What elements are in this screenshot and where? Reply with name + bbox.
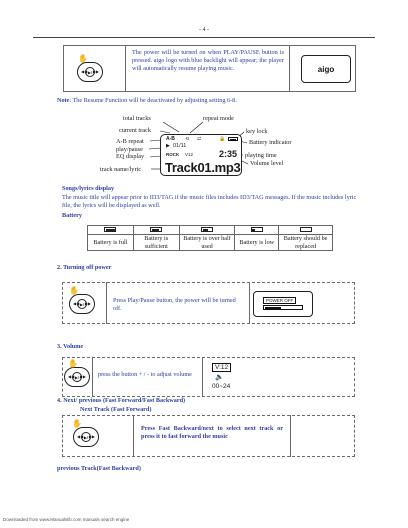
label-ab-repeat: A-B repeat <box>116 138 144 145</box>
note-label: Note <box>57 97 70 104</box>
label-battery-indicator: Battery indicator <box>249 139 292 146</box>
battery-icon-cell <box>279 226 333 235</box>
play-pause-control-icon: ◀◀ ▶‖ ▶▶ <box>77 62 103 82</box>
battery-desc-cell: Battery is low <box>235 235 279 251</box>
player-lcd <box>160 134 242 176</box>
battery-icon-cell <box>179 226 235 235</box>
power-on-text: The power will be turned on when PLAY/PAUSE button is pressed. aigo logo with blue backlight will appear; the player will automatically resume playing music. <box>132 49 284 72</box>
battery-heading: Battery <box>62 212 82 219</box>
lcd-time: 2:35 <box>219 149 238 159</box>
battery-empty-icon <box>300 227 312 232</box>
label-playing-time: playing time <box>245 152 277 159</box>
battery-desc-cell: Battery should be replaced <box>279 235 333 251</box>
press-hand-icon: ✋ <box>78 54 88 63</box>
label-eq-display: EQ display <box>116 153 145 160</box>
battery-sufficient-icon <box>150 227 162 232</box>
label-total-tracks: total tracks <box>123 115 151 122</box>
battery-icon-cell <box>133 226 179 235</box>
volume-heading: 3. Volume <box>57 343 84 350</box>
power-off-screen-text: POWER OFF <box>263 297 296 304</box>
page-number: - 4 - <box>199 27 209 33</box>
play-icon: ▶ <box>166 144 170 149</box>
previous-track-heading: previous Track(Fast Backward) <box>57 465 141 472</box>
songs-lyrics-text: The music title will appear prior to ID3/TAG if the music files includes ID3/TAG messages. If the music includes lyric file, the lyrics will be displayed as well. <box>62 194 357 209</box>
songs-lyrics-heading: Songs/lyrics display <box>62 185 115 192</box>
note-text: : The Resume Function will be deactivated by adjusting setting 6-8. <box>69 97 237 104</box>
battery-desc-row <box>88 235 333 251</box>
lcd-track-name: Track01.mp3 <box>165 160 241 175</box>
repeat-mode-icon: ⟲ <box>185 137 190 142</box>
battery-icon-cell <box>88 226 134 235</box>
aigo-logo: aigo <box>317 64 335 74</box>
volume-screen-range: 00~24 <box>212 383 231 390</box>
label-play-pause: play/pause <box>116 146 143 153</box>
play-pause-control-icon: ◀◀ ▶‖ ▶▶ <box>69 294 95 314</box>
battery-low-icon <box>251 227 263 232</box>
next-track-box <box>62 415 355 457</box>
press-hand-icon: ✋ <box>68 359 78 368</box>
press-hand-icon: ✋ <box>69 286 79 295</box>
label-key-lock: key lock <box>246 128 268 135</box>
volume-text: press the button + / - to adjust volume <box>98 371 192 378</box>
battery-desc-cell: Battery is sufficient <box>133 235 179 251</box>
turning-off-text: Press Play/Pause button, the power will be turned off. <box>113 297 236 312</box>
lcd-volume: V12 <box>185 152 194 157</box>
label-volume-level: Volume level <box>250 160 284 167</box>
turning-off-box <box>62 282 355 324</box>
power-off-screen <box>253 291 313 317</box>
next-control-icon: ◀◀ ▶‖ ▶▶ <box>73 427 99 447</box>
turning-off-heading: 2. Turning off power <box>57 264 112 271</box>
battery-half-icon <box>201 227 213 232</box>
footer-text: Downloaded from www.Manualslib.com manuals search engine <box>3 517 130 522</box>
lcd-eq: ROCK <box>166 152 180 157</box>
battery-full-icon <box>104 227 116 232</box>
volume-box <box>62 357 355 397</box>
volume-control-icon: ◀◀ ▶‖ ▶▶ <box>64 367 90 387</box>
battery-icon-cell <box>235 226 279 235</box>
battery-icon-row <box>88 226 333 235</box>
lcd-track-counter: 01/11 <box>173 143 187 149</box>
shuffle-icon: ⇄ <box>197 137 202 142</box>
press-hand-icon: ✋ <box>72 419 82 428</box>
battery-desc-cell: Battery is over half used <box>179 235 235 251</box>
power-off-progress-fill <box>265 307 281 310</box>
speaker-icon: 🔈 <box>215 373 224 381</box>
volume-screen <box>206 363 251 393</box>
battery-desc-cell: Battery is full <box>88 235 134 251</box>
key-lock-icon: 🔒 <box>219 137 226 142</box>
lcd-battery-icon <box>228 137 238 141</box>
label-track-name: track name/lyric <box>100 166 142 173</box>
next-track-text: Press Fast Backward/next to select next track or press it to fast forward the music <box>141 425 283 440</box>
power-off-progress-bar <box>263 305 303 310</box>
label-current-track: current track <box>119 127 151 134</box>
label-repeat-mode: repeat mode <box>203 115 234 122</box>
volume-screen-value: V:12 <box>212 363 231 372</box>
next-prev-heading: 4. Next/ previous (Fast Forward/Fast Backward) <box>57 397 186 404</box>
lcd-ab: A-B <box>166 136 175 142</box>
next-track-subheading: Next Track (Fast Forward) <box>80 406 152 413</box>
battery-table <box>87 225 333 251</box>
